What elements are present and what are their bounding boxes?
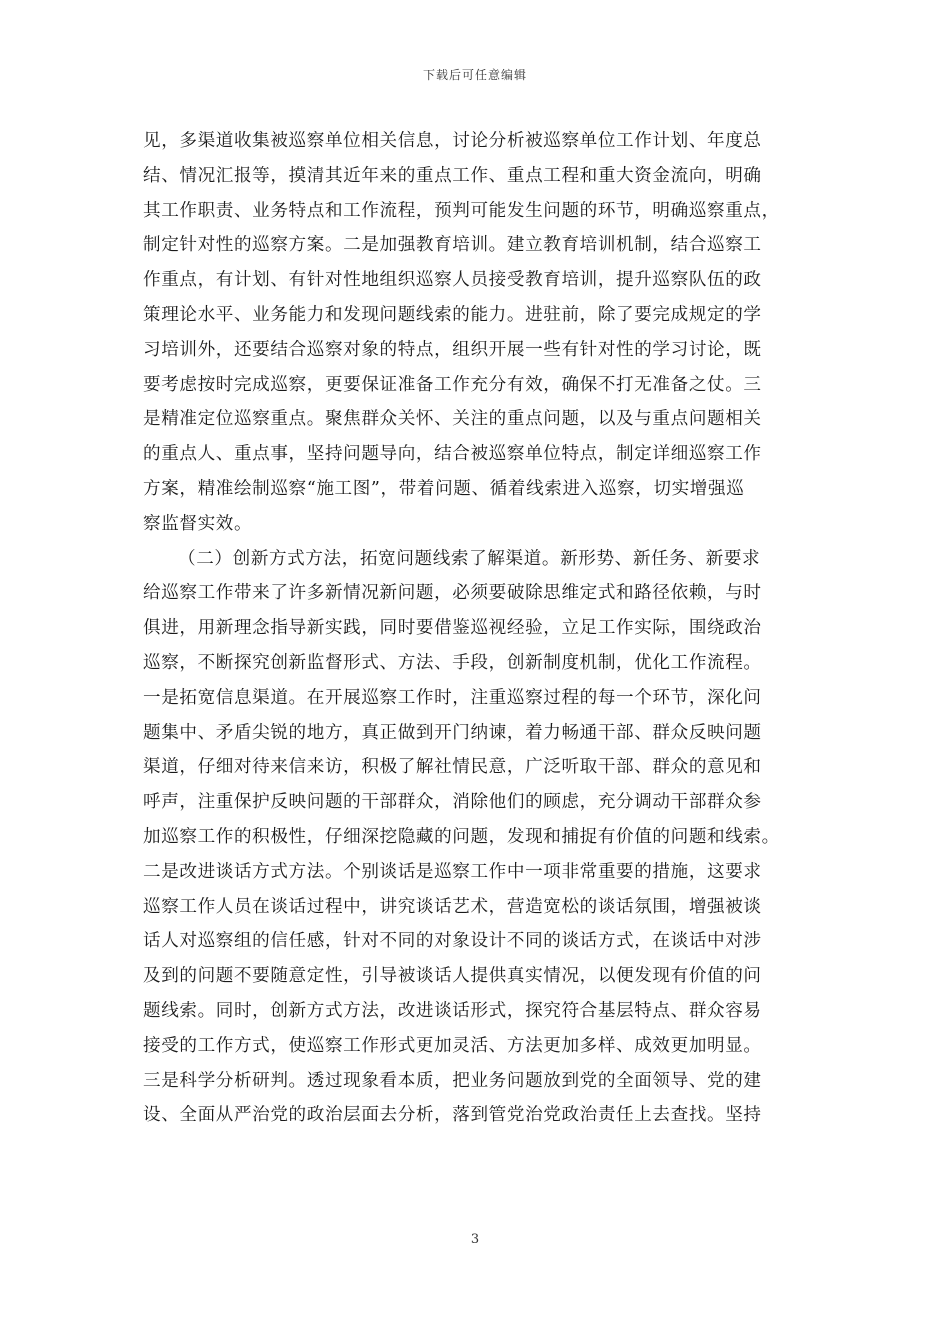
text-line: （二）创新方式方法，拓宽问题线索了解渠道。新形势、新任务、新要求 <box>178 548 761 569</box>
text-line: 三是科学分析研判。透过现象看本质，把业务问题放到党的全面领导、党的建 <box>143 1070 762 1091</box>
text-line: 巡察工作人员在谈话过程中，讲究谈话艺术，营造宽松的谈话氛围，增强被谈 <box>143 896 762 917</box>
text-line: 策理论水平、业务能力和发现问题线索的能力。进驻前，除了要完成规定的学 <box>143 304 762 325</box>
text-line: 是精准定位巡察重点。聚焦群众关怀、关注的重点问题，以及与重点问题相关 <box>143 409 762 430</box>
text-line: 察监督实效。 <box>143 513 253 534</box>
text-line: 要考虑按时完成巡察，更要保证准备工作充分有效，确保不打无准备之仗。三 <box>143 374 762 395</box>
text-line: 见，多渠道收集被巡察单位相关信息，讨论分析被巡察单位工作计划、年度总 <box>143 131 762 151</box>
text-line: 的重点人、重点事，坚持问题导向，结合被巡察单位特点，制定详细巡察工作 <box>143 444 762 465</box>
text-line: 题集中、矛盾尖锐的地方，真正做到开门纳谏，着力畅通干部、群众反映问题 <box>143 722 762 743</box>
text-line: 巡察，不断探究创新监督形式、方法、手段，创新制度机制，优化工作流程。 <box>143 652 762 673</box>
text-line: 题线索。同时，创新方式方法，改进谈话形式，探究符合基层特点、群众容易 <box>143 1000 762 1021</box>
text-line: 话人对巡察组的信任感，针对不同的对象设计不同的谈话方式，在谈话中对涉 <box>143 931 762 952</box>
text-line: 俱进，用新理念指导新实践，同时要借鉴巡视经验，立足工作实际，围绕政治 <box>143 618 762 639</box>
page-number: 3 <box>470 1232 480 1247</box>
text-line: 一是拓宽信息渠道。在开展巡察工作时，注重巡察过程的每一个环节，深化问 <box>143 687 762 708</box>
text-line: 制定针对性的巡察方案。二是加强教育培训。建立教育培训机制，结合巡察工 <box>143 235 762 256</box>
text-line: 呼声，注重保护反映问题的干部群众，消除他们的顾虑，充分调动干部群众参 <box>143 792 762 813</box>
text-line: 其工作职责、业务特点和工作流程，预判可能发生问题的环节，明确巡察重点， <box>143 200 780 221</box>
page-header: 下载后可任意编辑 <box>422 68 527 82</box>
text-line: 给巡察工作带来了许多新情况新问题，必须要破除思维定式和路径依赖，与时 <box>143 583 762 604</box>
document-body <box>143 124 815 1133</box>
text-line: 渠道，仔细对待来信来访，积极了解社情民意，广泛听取干部、群众的意见和 <box>143 757 762 778</box>
text-line: 二是改进谈话方式方法。个别谈话是巡察工作中一项非常重要的措施，这要求 <box>143 861 762 882</box>
text-line: 设、全面从严治党的政治层面去分析，落到管党治党政治责任上去查找。坚持 <box>143 1105 762 1126</box>
text-line: 接受的工作方式，使巡察工作形式更加灵活、方法更加多样、成效更加明显。 <box>143 1035 762 1056</box>
text-line: 加巡察工作的积极性，仔细深挖隐藏的问题，发现和捕捉有价值的问题和线索。 <box>143 826 780 847</box>
text-line: 作重点，有计划、有针对性地组织巡察人员接受教育培训，提升巡察队伍的政 <box>143 270 762 291</box>
text-line: 习培训外，还要结合巡察对象的特点，组织开展一些有针对性的学习讨论，既 <box>143 339 762 360</box>
text-line: 及到的问题不要随意定性，引导被谈话人提供真实情况，以便发现有价值的问 <box>143 966 762 987</box>
text-line: 方案，精准绘制巡察“施工图”，带着问题、循着线索进入巡察，切实增强巡 <box>143 478 745 499</box>
text-line: 结、情况汇报等，摸清其近年来的重点工作、重点工程和重大资金流向，明确 <box>143 165 762 186</box>
